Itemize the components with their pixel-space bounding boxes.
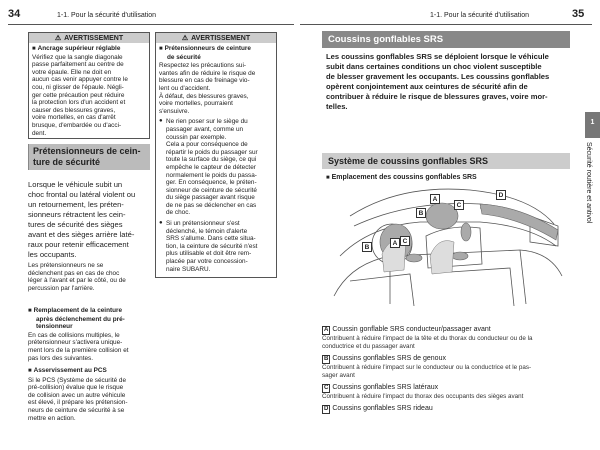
- text-line: choc frontal ou latéral violent ou: [28, 190, 136, 199]
- airbags-intro: [326, 52, 574, 112]
- caption-title: D Coussins gonflables SRS rideau: [324, 405, 433, 412]
- diagram-label-b: B: [416, 208, 426, 218]
- text-line: répartir le poids du passager sur: [166, 148, 258, 156]
- warning-box-left: [28, 32, 150, 139]
- caption-description: sager avant: [322, 372, 355, 379]
- caption-description: conductrice et du passager avant: [322, 343, 415, 350]
- text-line: ger cette précaution peut réduire: [32, 91, 125, 99]
- text-line: de ne pas se déclencher en cas: [166, 201, 257, 209]
- text-line: subit dans certaines conditions un choc violent susceptible: [326, 62, 542, 71]
- diagram-label-c: C: [454, 200, 464, 210]
- warning-bullet: [159, 118, 273, 217]
- text-line: voire mortelles, pourraient: [159, 100, 233, 108]
- text-line: sionneur de ceinture de sécurité: [166, 186, 257, 194]
- airbag-captions: [322, 325, 584, 417]
- text-line: brusque, d'embardée ou d'acci-: [32, 121, 122, 129]
- pretension-paragraph-2: [28, 262, 158, 292]
- right-page-number: 35: [572, 8, 585, 20]
- diagram-label-c: C: [400, 236, 410, 246]
- chapter-side-text: Sécurité routière et antivol: [585, 142, 592, 224]
- text-line: contribuer à réduire le risque de blessures graves, voire mor-: [326, 92, 548, 101]
- left-page-number: 34: [8, 8, 21, 20]
- text-line: pré-collision) évalue que le risque: [28, 384, 124, 392]
- text-line: raux pour retenir efficacement: [28, 240, 129, 249]
- text-line: déclenché, le témoin d'alerte: [166, 227, 248, 235]
- text-line: coussin par exemple.: [166, 133, 227, 141]
- caption-letter: C: [324, 385, 329, 391]
- text-line: En cas de collisions multiples, le: [28, 331, 120, 339]
- pretension-paragraph-1: [28, 180, 158, 260]
- section-heading-pretensioners: Prétensionneurs de cein- ture de sécurité: [28, 144, 150, 170]
- text-line: du siège passager avant risque: [166, 194, 255, 202]
- left-header-rule: [8, 24, 294, 25]
- text-line: votre épaule. Elle ne doit en: [32, 68, 112, 76]
- warning-box-right: ⚠ AVERTISSEMENT ■ Prétensionneurs de ceinture de sécurité Respectez les précautions sui- vantes afin de réduire le risque de blessure en cas de freinage vio- lent ou d'accident. À défaut, des blessures graves, voire mortelles, pourraient s'ensuivre. ● Ne rien poser sur le siège du passager avant, comme un coussin par exemple. Cela a pour conséquence de répartir le poids du passager sur toute la surface du siège, ce qui empêche le capteur de détecter normalement le poids du passa- ger. En conséquence, le préten- sionneur de ceinture de sécurité du siège passager avant risque de ne pas se déclencher en cas de choc. ● Si un prétensionneur s'est déclenché, le témoin d'alerte SRS s'allume. Dans cette situa- tion, la ceinture de sécurité n'est plus utilisable et doit être rem- placée par votre concession- naire SUBARU.: [155, 32, 277, 278]
- text-line: neurs de ceinture de sécurité à se: [28, 406, 125, 414]
- warning-bullet: [159, 220, 273, 273]
- warning-icon: ⚠: [181, 35, 189, 42]
- caption-letter: B: [324, 356, 329, 362]
- warning-subtitle: ■ Ancrage supérieur réglable: [32, 45, 146, 54]
- caption-title: A Coussin gonflable SRS conducteur/passager avant: [324, 326, 491, 333]
- text-line: pas lors des suivantes.: [28, 354, 94, 362]
- caption-description: Contribuent à réduire l'impact de la tête et du thorax du conducteur ou de la: [322, 335, 533, 342]
- subsection-pcs: ■ Asservissement au PCS Si le PCS (Système de sécurité de pré-collision) évalue que le risque de collision avec un autre véhicule est élevé, il prépare les prétension- neurs de ceinture de sécurité à se mettre en action.: [28, 367, 156, 422]
- text-line: À défaut, des blessures graves,: [159, 92, 249, 100]
- warning-header: ⚠ AVERTISSEMENT: [29, 33, 149, 43]
- warning-header: ⚠ AVERTISSEMENT: [156, 33, 276, 43]
- text-line: Si le PCS (Système de sécurité de: [28, 376, 127, 384]
- text-line: causer des blessures graves,: [32, 106, 116, 114]
- diagram-label-a: A: [390, 238, 400, 248]
- text-line: Vérifiez que la sangle diagonale: [32, 53, 123, 61]
- section-title-airbags: Coussins gonflables SRS: [322, 31, 570, 48]
- text-line: passager avant, comme un: [166, 125, 244, 133]
- caption-letter: A: [324, 327, 329, 333]
- text-line: plus utilisable et doit être rem-: [166, 250, 252, 258]
- text-line: s'ensuivre.: [159, 107, 190, 115]
- text-line: dent.: [32, 129, 47, 137]
- text-line: Les prétensionneurs ne se: [28, 262, 104, 269]
- text-line: mettre en action.: [28, 414, 76, 422]
- text-line: passe parfaitement au centre de: [32, 61, 124, 69]
- placement-title: ■ Emplacement des coussins gonflables SRS: [326, 174, 477, 183]
- airbag-diagram: [330, 186, 566, 311]
- text-line: aucun cas venir appuyer contre le: [32, 76, 128, 84]
- caption-description: Contribuent à réduire l'impact du thorax des occupants des sièges avant: [322, 393, 524, 400]
- text-line: de blesser gravement les occupants. Les coussins gonflables: [326, 72, 550, 81]
- text-line: les occupants.: [28, 250, 77, 259]
- caption-title: B Coussins gonflables SRS de genoux: [324, 355, 446, 362]
- text-line: tures de sécurité des sièges: [28, 220, 123, 229]
- left-header-title: 1-1. Pour la sécurité d'utilisation: [57, 12, 156, 19]
- text-line: normalement le poids du passa-: [166, 171, 257, 179]
- text-line: SRS s'allume. Dans cette situa-: [166, 235, 256, 243]
- text-line: ● Si un prétensionneur s'est: [166, 220, 240, 228]
- section-title-system: Système de coussins gonflables SRS: [322, 153, 570, 169]
- caption-description: Contribuent à réduire l'impact sur le conducteur ou la conductrice et le pas-: [322, 364, 532, 371]
- text-line: Respectez les précautions sui-: [159, 62, 247, 70]
- text-line: léger à l'avant et par le côté, ou de: [28, 277, 126, 285]
- text-line: empêche le capteur de détecter: [166, 163, 256, 171]
- text-line: avant et des sièges arrière laté-: [28, 230, 135, 239]
- text-line: de choc.: [166, 209, 191, 217]
- warning-icon: ⚠: [54, 35, 62, 42]
- subsection-replacement: ■ Remplacement de la ceinture après déclenchement du pré- tensionneur En cas de collisions multiples, le prétensionneur s'activera unique- ment lors de la première collision et pas lors des suivantes.: [28, 307, 156, 362]
- text-line: Cela a pour conséquence de: [166, 141, 248, 149]
- text-line: un retournement, les préten-: [28, 200, 124, 209]
- text-line: sionneurs rétractent les cein-: [28, 210, 126, 219]
- right-header-title: 1-1. Pour la sécurité d'utilisation: [430, 12, 529, 19]
- text-line: ger. En conséquence, le préten-: [166, 179, 257, 187]
- warning-text: [32, 54, 146, 138]
- text-line: lent ou d'accident.: [159, 84, 211, 92]
- text-line: percussion par l'arrière.: [28, 284, 95, 292]
- text-line: tion, la ceinture de sécurité n'est: [166, 242, 258, 250]
- diagram-label-a: A: [430, 194, 440, 204]
- text-line: vantes afin de réduire le risque de: [159, 69, 256, 77]
- text-line: ● Ne rien poser sur le siège du: [166, 118, 248, 126]
- text-line: Lorsque le véhicule subit un: [28, 180, 123, 189]
- text-line: Les coussins gonflables SRS se déploient lorsque le véhicule: [326, 52, 549, 61]
- text-line: telles.: [326, 102, 348, 111]
- text-line: est élevé, il prépare les prétension-: [28, 399, 128, 407]
- text-line: voire mortelles, en cas d'arrêt: [32, 114, 116, 122]
- text-line: de collision avec un autre véhicule: [28, 391, 126, 399]
- text-line: la protection lors d'un accident et: [32, 99, 126, 107]
- caption-letter: D: [324, 406, 329, 412]
- text-line: toute la surface du siège, ce qui: [166, 156, 257, 164]
- text-line: placée par votre concession-: [166, 258, 248, 266]
- text-line: naire SUBARU.: [166, 265, 211, 273]
- text-line: ment lors de la première collision et: [28, 346, 129, 354]
- chapter-tab: 1: [585, 112, 600, 138]
- caption-title: C Coussins gonflables SRS latéraux: [324, 384, 439, 391]
- text-line: opèrent conjointement aux ceintures de sécurité afin de: [326, 82, 528, 91]
- diagram-label-b: B: [362, 242, 372, 252]
- text-line: cou, ni glisser de l'épaule. Négli-: [32, 83, 124, 91]
- right-header-rule: [300, 24, 592, 25]
- text-line: blessure en cas de freinage vio-: [159, 77, 250, 85]
- text-line: prétensionneur s'activera unique-: [28, 339, 123, 347]
- text-line: déclenchent pas en cas de choc: [28, 269, 120, 277]
- diagram-label-d: D: [496, 190, 506, 200]
